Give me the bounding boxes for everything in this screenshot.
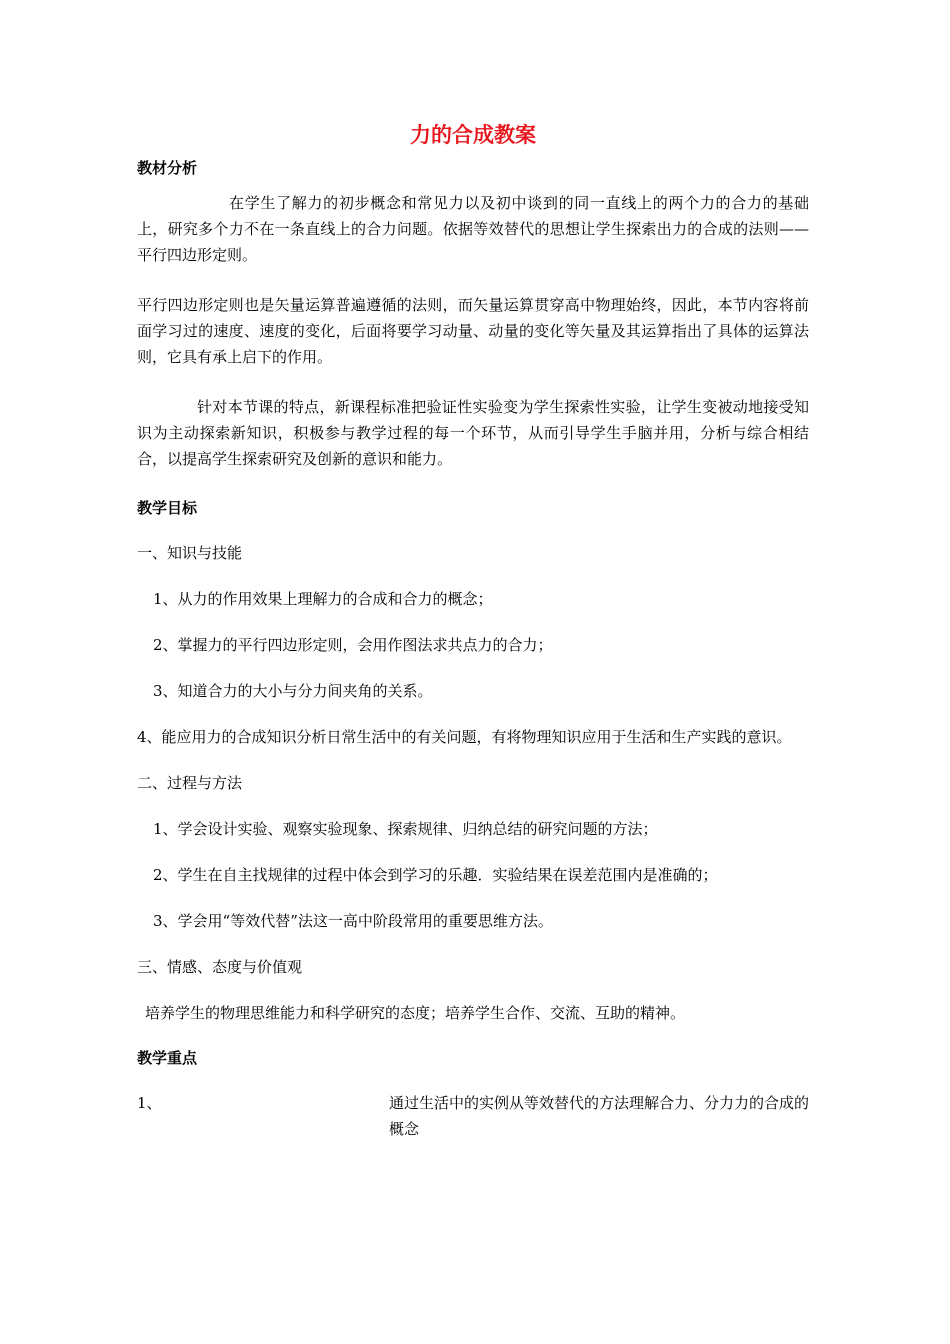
keypoint-1 bbox=[137, 1090, 809, 1142]
section-heading-analysis: 教材分析 bbox=[137, 159, 198, 177]
knowledge-item-4: 4、能应用力的合成知识分析日常生活中的有关问题，有将物理知识应用于生活和生产实践的意识。 bbox=[137, 728, 792, 746]
section-heading-keypoints: 教学重点 bbox=[137, 1049, 198, 1067]
process-item-2: 2、学生在自主找规律的过程中体会到学习的乐趣．实验结果在误差范围内是准确的； bbox=[153, 866, 718, 884]
emotion-text: 培养学生的物理思维能力和科学研究的态度；培养学生合作、交流、互助的精神。 bbox=[145, 1004, 686, 1022]
document-title: 力的合成教案 bbox=[410, 122, 536, 147]
analysis-paragraph-1: 在学生了解力的初步概念和常见力以及初中谈到的同一直线上的两个力的合力的基础上，研究多个力不在一条直线上的合力问题。依据等效替代的思想让学生探索出力的合成的法则——平行四边形定则。 bbox=[137, 194, 809, 264]
analysis-paragraph-3: 针对本节课的特点，新课程标准把验证性实验变为学生探索性实验，让学生变被动地接受知识为主动探索新知识，积极参与教学过程的每一个环节，从而引导学生手脑并用，分析与综合相结合，以提高学生探索研究及创新的意识和能力。 bbox=[137, 398, 809, 468]
knowledge-item-3: 3、知道合力的大小与分力间夹角的关系。 bbox=[153, 682, 433, 700]
knowledge-item-2: 2、掌握力的平行四边形定则，会用作图法求共点力的合力； bbox=[153, 636, 553, 654]
analysis-paragraph-2: 平行四边形定则也是矢量运算普遍遵循的法则，而矢量运算贯穿高中物理始终，因此，本节内容将前面学习过的速度、速度的变化，后面将要学习动量、动量的变化等矢量及其运算指出了具体的运算法则，它具有承上启下的作用。 bbox=[137, 296, 809, 366]
keypoint-1-number: 1、 bbox=[137, 1094, 162, 1112]
process-item-1: 1、学会设计实验、观察实验现象、探索规律、归纳总结的研究问题的方法； bbox=[153, 820, 658, 838]
goals-emotion-title: 三、情感、态度与价值观 bbox=[137, 958, 303, 976]
goals-process-title: 二、过程与方法 bbox=[137, 774, 243, 792]
keypoint-1-text: 通过生活中的实例从等效替代的方法理解合力、分力力的合成的概念 bbox=[389, 1094, 810, 1138]
process-item-3: 3、学会用“等效代替”法这一高中阶段常用的重要思维方法。 bbox=[153, 912, 553, 930]
knowledge-item-1: 1、从力的作用效果上理解力的合成和合力的概念； bbox=[153, 590, 493, 608]
document-page bbox=[137, 120, 809, 1142]
goals-knowledge-title: 一、知识与技能 bbox=[137, 544, 243, 562]
section-heading-goals: 教学目标 bbox=[137, 499, 198, 517]
